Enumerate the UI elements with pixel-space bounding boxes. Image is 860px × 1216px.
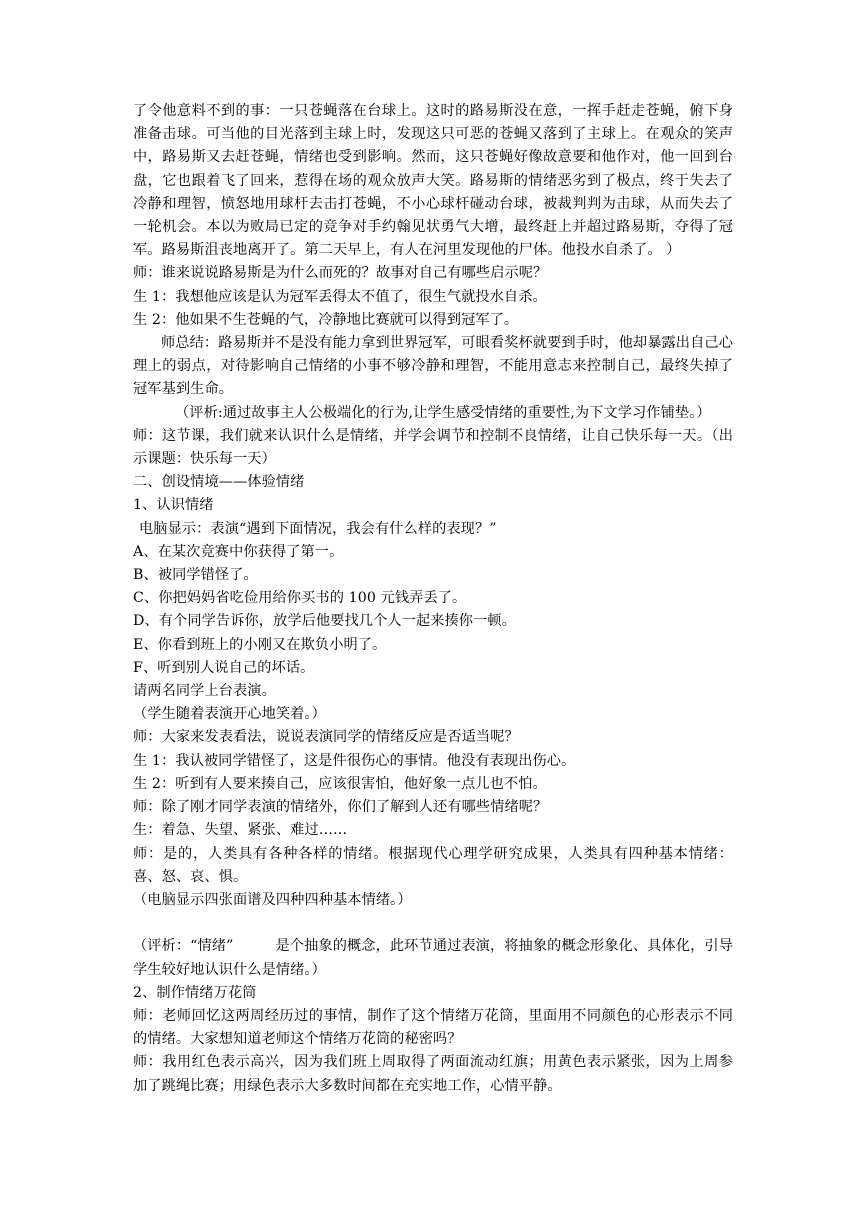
story-paragraph: 了令他意料不到的事：一只苍蝇落在台球上。这时的路易斯没在意，一挥手赶走苍蝇，俯下身准备击球。可当他的目光落到主球上时，发现这只可恶的苍蝇又落到了主球上。在观众的笑声中，路易斯又去赶苍蝇，情绪也受到影响。然而，这只苍蝇好像故意要和他作对，他一回到台盘，它也跟着飞了回来，惹得在场的观众放声大笑。路易斯的情绪恶劣到了极点，终于失去了冷静和理智，愤怒地用球杆去击打苍蝇，不小心球杆碰动台球，被裁判判为击球，从而失去了一轮机会。本以为败局已定的竞争对手约翰见状勇气大增，最终赶上并超过路易斯，夺得了冠军。路易斯沮丧地离开了。第二天早上，有人在河里发现他的尸体。他投水自杀了。 ） <box>133 103 733 259</box>
commentary-2 <box>133 935 733 981</box>
teacher-kaleidoscope-1: 师：老师回忆这两周经历过的事情，制作了这个情绪万花筒，里面用不同颜色的心形表示不同的情绪。大家想知道老师这个情绪万花筒的秘密吗？ <box>133 1007 733 1048</box>
option-d: D、有个同学告诉你，放学后他要找几个人一起来揍你一顿。 <box>133 613 516 630</box>
teacher-question-3: 师：除了刚才同学表演的情绪外，你们了解到人还有哪些情绪呢？ <box>133 799 548 816</box>
student-answer-3: 生 1：我认被同学错怪了，这是件很伤心的事情。他没有表现出伤心。 <box>133 752 576 769</box>
commentary-1: （评析:通过故事主人公极端化的行为,让学生感受情绪的重要性,为下文学习作铺垫。） <box>175 404 711 421</box>
subsection-1: 1、认识情绪 <box>133 497 214 514</box>
screen-faces: （电脑显示四张面谱及四种四种基本情绪。） <box>133 891 412 908</box>
option-a: A、在某次竞赛中你获得了第一。 <box>133 543 344 560</box>
option-b: B、被同学错怪了。 <box>133 567 258 584</box>
teacher-kaleidoscope-2: 师：我用红色表示高兴，因为我们班上周取得了两面流动红旗；用黄色表示紧张，因为上周参加了跳绳比赛；用绿色表示大多数时间都在充实地工作，心情平静。 <box>133 1054 733 1094</box>
option-e: E、你看到班上的小刚又在欺负小明了。 <box>133 636 387 653</box>
option-f: F、听到别人说自己的坏话。 <box>133 659 315 676</box>
commentary-2-rest: 是个抽象的概念，此环节通过表演，将抽象的概念形象化、具体化，引导学生较好地认识什么是情绪。） <box>133 938 733 978</box>
invite-performance: 请两名同学上台表演。 <box>133 683 276 700</box>
student-answer-4: 生 2：听到有人要来揍自己，应该很害怕，他好象一点儿也不怕。 <box>133 775 547 792</box>
screen-prompt: 电脑显示：表演“遇到下面情况，我会有什么样的表现？” <box>139 520 497 537</box>
lesson-intro: 师：这节课，我们就来认识什么是情绪，并学会调节和控制不良情绪，让自己快乐每一天。（出示课题：快乐每一天） <box>133 427 733 468</box>
document-page <box>133 100 733 1098</box>
student-answer-1: 生 1：我想他应该是认为冠军丢得太不值了，很生气就投水自杀。 <box>133 288 547 305</box>
teacher-question: 师：谁来说说路易斯是为什么而死的？故事对自己有哪些启示呢？ <box>133 265 548 282</box>
teacher-question-2: 师：大家来发表看法，说说表演同学的情绪反应是否适当呢？ <box>133 729 519 746</box>
teacher-summary: 师总结：路易斯并不是没有能力拿到世界冠军，可眼看奖杯就要到手时，他却暴露出自己心理上的弱点，对待影响自己情绪的小事不够冷静和理智，不能用意志来控制自己，最终失掉了冠军基到生命。 <box>133 335 733 398</box>
student-answer-5: 生：着急、失望、紧张、难过…… <box>133 822 348 839</box>
student-answer-2: 生 2：他如果不生苍蝇的气，冷静地比赛就可以得到冠军了。 <box>133 311 519 328</box>
commentary-2-start: （评析：“情绪” <box>133 938 234 955</box>
section-heading-2: 二、创设情境——体验情绪 <box>133 474 305 491</box>
students-laugh: （学生随着表演开心地笑着。） <box>133 706 326 723</box>
blank-line <box>133 912 733 935</box>
option-c: C、你把妈妈省吃俭用给你买书的 100 元钱弄丢了。 <box>133 590 467 607</box>
teacher-explanation: 师：是的，人类具有各种各样的情绪。根据现代心理学研究成果，人类具有四种基本情绪：喜、怒、哀、惧。 <box>133 845 733 885</box>
subsection-2: 2、制作情绪万花筒 <box>133 984 257 1001</box>
